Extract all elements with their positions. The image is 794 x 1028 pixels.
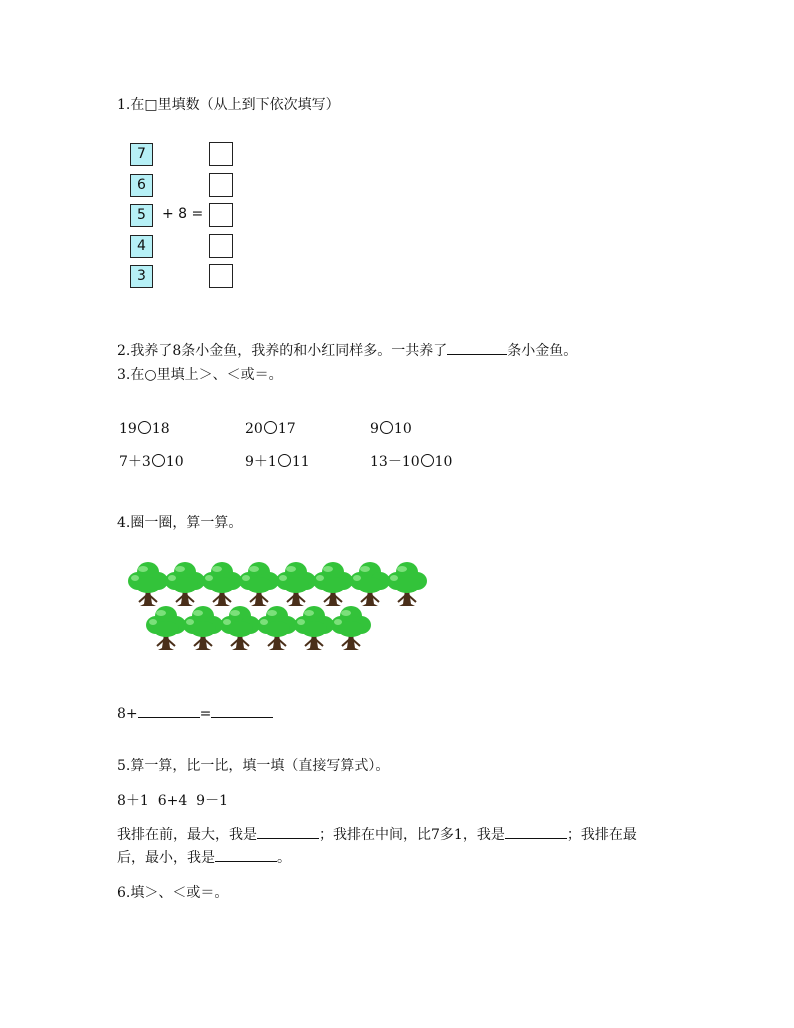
question-2-blank[interactable]: [447, 340, 507, 355]
question-5-title: 5.算一算，比一比，填一填（直接写算式）。: [117, 758, 390, 774]
compare-item-3: [370, 421, 412, 437]
answer-box-2[interactable]: [209, 173, 233, 197]
question-4-title: 4.圈一圈，算一算。: [117, 515, 243, 531]
equation-equals: =: [199, 706, 212, 722]
compare-circle[interactable]: [264, 421, 277, 434]
compare-right: 10: [434, 454, 453, 470]
q5-text-b: ；我排在中间，比7多1，我是: [319, 827, 505, 843]
compare-left: 9＋1: [245, 454, 277, 470]
addend-box-3: 5: [130, 204, 153, 227]
compare-right: 18: [151, 421, 170, 437]
q5-blank-smallest[interactable]: [215, 847, 277, 862]
equation-prefix: 8+: [117, 706, 138, 722]
question-3-title: 3.在○里填上＞、＜或＝。: [117, 367, 283, 383]
tree-icon: [349, 560, 391, 606]
compare-left: 13－10: [370, 454, 420, 470]
question-2-suffix: 条小金鱼。: [507, 343, 578, 359]
tree-icon: [312, 560, 354, 606]
q5-text-d: 后，最小，我是: [117, 850, 215, 866]
compare-left: 9: [370, 421, 379, 437]
compare-circle[interactable]: [278, 454, 291, 467]
compare-circle[interactable]: [138, 421, 151, 434]
tree-icon: [293, 604, 335, 650]
answer-box-5[interactable]: [209, 264, 233, 288]
compare-right: 10: [165, 454, 184, 470]
tree-icon: [145, 604, 187, 650]
addend-box-2: 6: [130, 174, 153, 197]
addend-box-5: 3: [130, 265, 153, 288]
question-5-line-1: [117, 824, 637, 844]
tree-icon: [164, 560, 206, 606]
compare-right: 11: [291, 454, 310, 470]
tree-icon: [182, 604, 224, 650]
q5-text-c: ；我排在最: [566, 827, 637, 843]
compare-item-5: [245, 451, 310, 471]
question-5-expressions: 8＋1 6+4 9－1: [117, 793, 228, 809]
tree-icon: [201, 560, 243, 606]
compare-circle[interactable]: [152, 454, 165, 467]
addend-box-4: 4: [130, 235, 153, 258]
q5-text-a: 我排在前，最大，我是: [117, 827, 257, 843]
tree-icon: [127, 560, 169, 606]
answer-box-1[interactable]: [209, 142, 233, 166]
tree-icon: [330, 604, 372, 650]
tree-icon: [386, 560, 428, 606]
question-4-equation: [117, 703, 273, 722]
question-5-line-2: [117, 847, 291, 867]
compare-left: 19: [119, 421, 137, 437]
compare-circle[interactable]: [380, 421, 393, 434]
compare-item-4: [119, 451, 184, 471]
q5-blank-largest[interactable]: [257, 824, 319, 839]
compare-item-1: [119, 421, 170, 437]
compare-circle[interactable]: [421, 454, 434, 467]
compare-left: 7＋3: [119, 454, 151, 470]
tree-icon: [219, 604, 261, 650]
tree-icon: [238, 560, 280, 606]
question-1-title: 1.在□里填数（从上到下依次填写）: [117, 97, 340, 113]
q5-blank-middle[interactable]: [505, 824, 567, 839]
tree-icon: [275, 560, 317, 606]
addend-box-1: 7: [130, 143, 153, 166]
compare-right: 17: [277, 421, 296, 437]
question-6-title: 6.填＞、＜或＝。: [117, 885, 229, 901]
equation-blank-2[interactable]: [211, 703, 273, 718]
equation-blank-1[interactable]: [138, 703, 200, 718]
question-2-text: 2.我养了8条小金鱼，我养的和小红同样多。一共养了: [117, 343, 448, 359]
answer-box-4[interactable]: [209, 234, 233, 258]
compare-left: 20: [245, 421, 263, 437]
answer-box-3[interactable]: [209, 203, 233, 227]
compare-right: 10: [393, 421, 412, 437]
compare-item-2: [245, 421, 296, 437]
compare-item-6: [370, 451, 452, 471]
question-2: [117, 340, 577, 360]
q5-text-e: 。: [277, 850, 291, 866]
operator-label: + 8 =: [162, 206, 204, 222]
tree-icon: [256, 604, 298, 650]
